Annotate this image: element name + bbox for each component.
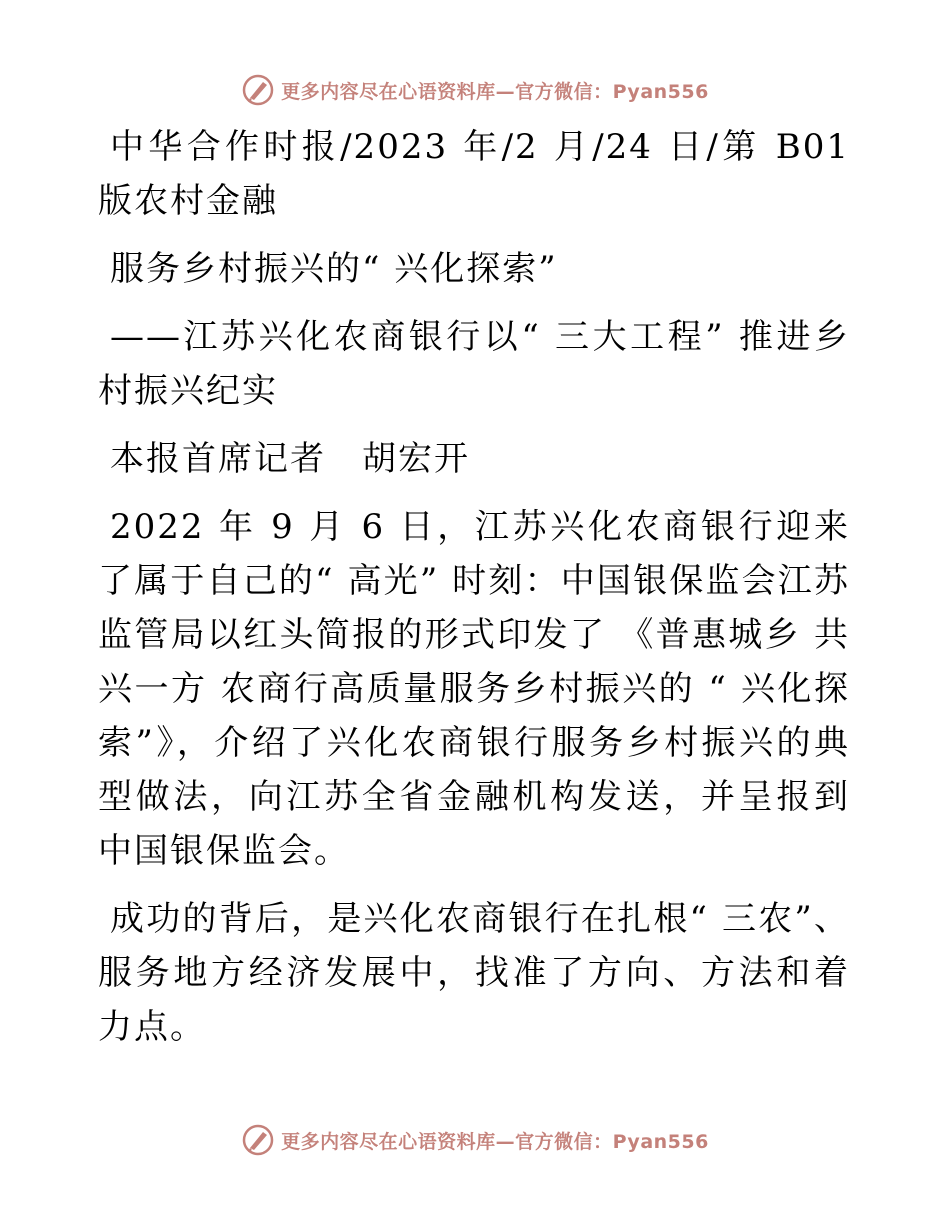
paragraph: 2022 年 9 月 6 日，江苏兴化农商银行迎来了属于自己的“ 高光” 时刻：中国银保监会江苏监管局以红头简报的形式印发了 《普惠城乡 共兴一方 农商行高质量服务乡村振兴的 “ 兴化探索”》，介绍了兴化农商银行服务乡村振兴的典型做法，向江苏全省金融机构发送，并呈报到中国银保监会。 xyxy=(98,507,850,871)
byline: 本报首席记者 胡宏开 xyxy=(110,439,470,479)
watermark-text: 更多内容尽在心语资料库—官方微信：Pyan556 xyxy=(281,1130,709,1153)
article-subtitle: ——江苏兴化农商银行以“ 三大工程” 推进乡村振兴纪实 xyxy=(98,317,850,411)
header-watermark xyxy=(0,70,950,110)
pen-logo-icon xyxy=(241,1123,275,1157)
pen-logo-icon xyxy=(241,73,275,107)
article-body xyxy=(98,120,850,1068)
watermark-text: 更多内容尽在心语资料库—官方微信：Pyan556 xyxy=(281,80,709,103)
article-title: 服务乡村振兴的“ 兴化探索” xyxy=(110,249,558,289)
paragraph: 成功的背后，是兴化农商银行在扎根“ 三农”、服务地方经济发展中，找准了方向、方法和着力点。 xyxy=(98,899,850,1047)
source-line: 中华合作时报/2023 年/2 月/24 日/第 B01 版农村金融 xyxy=(98,127,850,221)
footer-watermark xyxy=(0,1120,950,1160)
